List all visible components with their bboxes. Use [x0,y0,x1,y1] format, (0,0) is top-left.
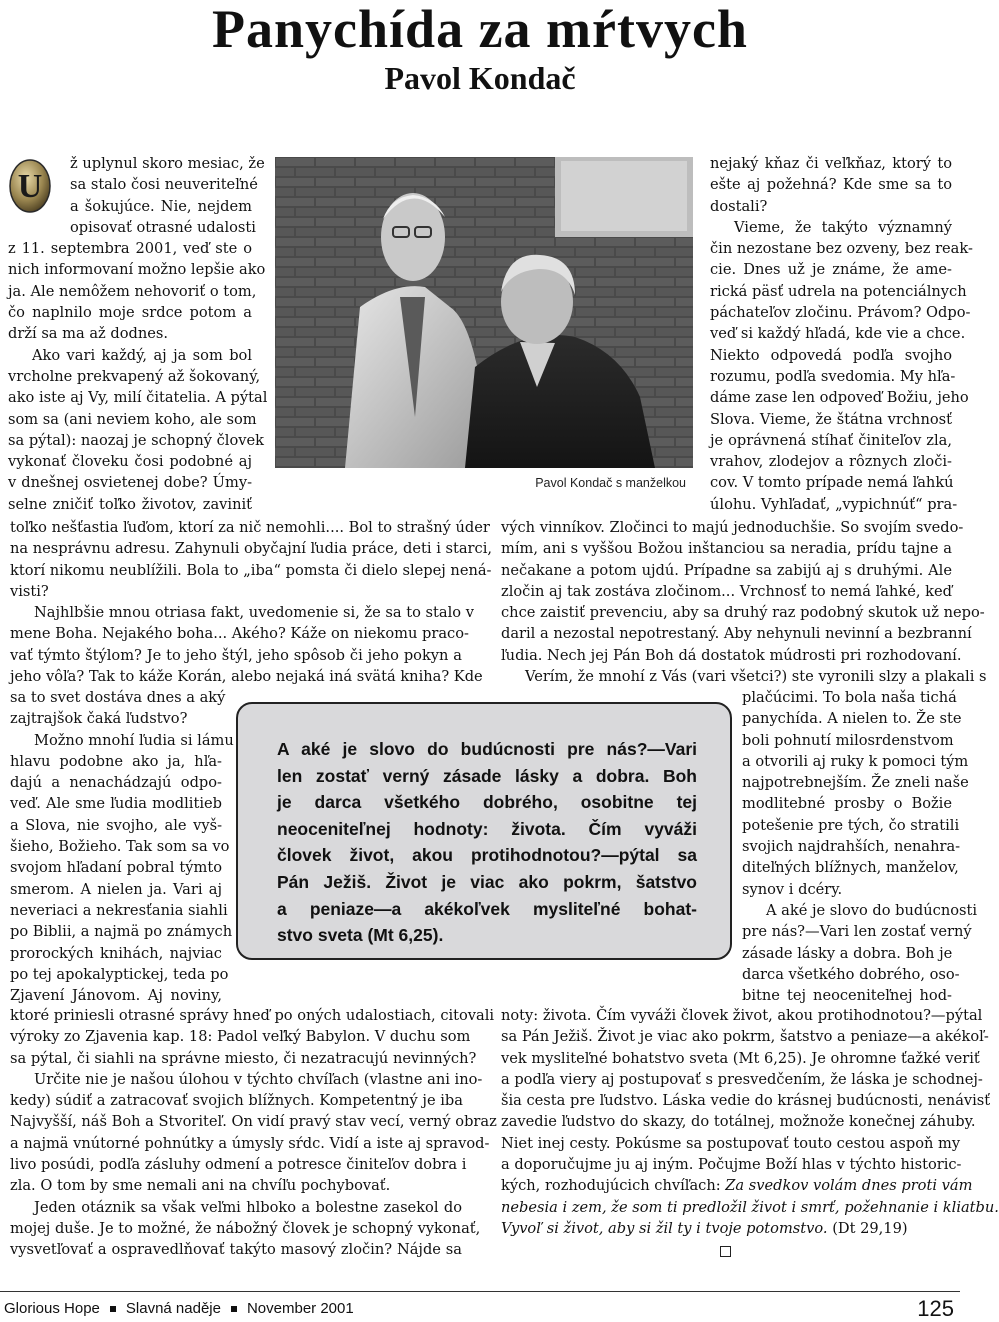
text-line: dáme zase len odpoveď Božiu, jeho [710,389,969,407]
text-line: vať týmto štýlom? Je to jeho štýl, jeho spôsob či jeho pokyn a [10,646,462,664]
text-line: Niekto odpovedá podľa svojho [710,346,952,364]
end-mark-icon [720,1246,731,1257]
text-line: po tej apokalyptickej, teda po [10,965,229,983]
text-line: vykonať človeku čosi podobné aj [8,453,252,471]
page-title: Panychída za mŕtvych [212,0,748,59]
text-line: zajtrajšok čaká ľudstvo? [10,710,188,728]
text-line: ktoré priniesli otrasné správy hneď po oných udalostiach, citovali [10,1007,495,1024]
text-line: čin nezostane bez ozveny, bez reak- [710,240,973,258]
text-line: Ako vari každý, aj ja som bol [32,346,252,364]
text-line: svojich najdrahších, nenahra- [742,838,961,856]
text-line: livo posúdi, podľa zásluhy odmení a potresce činiteľov dobra i [10,1156,467,1174]
col1-bottom-text [10,1005,497,1261]
text-line: a šokujúce. Nie, nejdem [70,197,252,215]
author-name: Pavol Kondač [384,60,576,96]
text-line: je oprávnená stíhať činiteľov zla, [710,431,952,449]
text-line: ľudia. Nech jej Pán Boh dá dostatok múdrosti pri rozhodovaní. [501,646,962,664]
square-bullet-icon [110,1306,116,1312]
pull-quote-line: je darca všetkého dobrého, osobitne tej [277,792,697,813]
footer [4,1300,354,1317]
text-line: Vieme, že takýto významný [734,218,952,236]
text-line: som sa (ani neviem koho, ale som [8,410,257,428]
text-line: sa stalo čosi neuveriteľné [70,176,258,194]
text-line: kých, rozhodujúcich chvíľach: Za svedkov volám dnes proti vám [501,1177,973,1195]
text-line: nebesia i zem, že som ti predložil život i smrť, požehnanie i kliatbu. [501,1198,999,1216]
text-line: noty: života. Čím vyváži človek život, akou protihodnotou?—pýtal [501,1007,983,1024]
text-line: Najhlbšie mnou otriasa fakt, uvedomenie si, že sa to stalo v [34,604,474,622]
square-bullet-icon [231,1306,237,1312]
text-line: vysvetľovať a ospravedlňovať takýto masový zločin? Nájde sa [10,1241,462,1259]
col2-mid-text [501,517,987,687]
text-line: Najvyšší, náš Boh a Stvoriteľ. On vidí pravý stav vecí, verný obraz [10,1113,497,1131]
text-line: ktorí nikomu neublížili. Bola to „iba“ pomsta či dielo slepej nená- [10,561,492,579]
text-line: chce zaistiť prevenciu, aby sa druhý raz podobný skutok už nepo- [501,604,985,622]
pull-quote-text [277,736,697,949]
footer-issue-date: November 2001 [246,1300,354,1317]
text-line: v dnešnej osvietenej dobe? Úmy- [8,474,252,492]
photo-couple [275,157,693,468]
text-line: Jeden otáznik sa však veľmi hlboko a bolestne zasekol do [34,1198,462,1216]
text-line: Zjavení Jánovom. Aj noviny, [10,987,222,1005]
text-line: potešenie pre tých, čo stratili [742,816,960,834]
text-line: prorockých knihách, najviac [10,944,222,962]
text-line: hlavu podobne ako ja, hľa- [10,752,222,770]
text-line: diteľných blížnych, manželov, [742,859,959,877]
footer-divider [0,1291,960,1292]
text-line: smerom. A nielen ja. Vari aj [10,880,222,898]
pull-quote-line: človek život, akou protihodnotou?—pýtal sa [277,845,697,866]
pull-quote-line: A aké je slovo do budúcnosti pre nás?—Vari [277,739,697,759]
page-number: 125 [917,1296,954,1321]
col1-top-text [8,153,268,515]
text-line: vrahov, zlodejov a rôznych zloči- [710,453,952,471]
text-line: Možno mnohí ľudia si lámu [34,731,234,749]
text-line: Slova. Vieme, že štátna vrchnosť [710,410,952,428]
text-line: kedy) súdiť a zatracovať svojich blížnych. Kompetentný je iba [10,1092,463,1110]
text-line: zla. O tom by sme nemali ani na chvíľu pochybovať. [10,1177,391,1195]
text-line: najpotrebnejším. Že zneli naše [742,774,969,792]
text-line: úlohu. Vyhľadať, „vypichnúť“ pra- [710,495,958,513]
text-line: sa pýtal, či siahli na správne miesto, či nezatracujú nevinných? [10,1049,477,1067]
text-line: nejaký kňaz či veľkňaz, ktorý to [710,155,952,172]
text-line: mene Boha. Nejakého boha... Akého? Káže on niekomu praco- [10,625,469,643]
text-line: rická päsť udrela na potenciálnych [710,282,967,300]
text-line: ešte aj požehná? Kde sme sa to [710,176,952,194]
text-line: a otvorili aj ruky k pomoci tým [742,752,969,770]
text-line: selne zničiť toľko životov, zaviniť [8,495,252,513]
text-line: cov. V tomto prípade nemá ľahkú [710,474,954,492]
text-line: na nesprávnu adresu. Zahynuli obyčajní ľudia práce, deti i starci, [10,540,493,558]
text-line: bitne tej neoceniteľnej hod- [742,987,952,1005]
text-line: rozumu, podľa svedomia. My hľa- [710,367,956,385]
text-line: a najmä vnútorné pohnútky a úmysly sŕdc. Vidí a iste aj spravod- [10,1134,490,1152]
dropcap-letter: U [17,168,43,205]
text-line: synov i dcéry. [742,880,843,898]
text-line: daril a nezostal nepotrestaný. Aby nehynuli nevinní a bezbranní [501,625,972,643]
text-line: páchateľov zločinu. Právom? Odpo- [710,304,971,322]
text-line: čo naplnilo moje srdce potom a [8,304,252,322]
col1-narrow-text [10,687,234,1006]
pull-quote-line: neoceniteľnej hodnoty: života. Čím vyváži [277,818,697,839]
text-line: nich informovaní možno lepšie ako [8,261,266,279]
text-line: a Slova, nie svojho, ale vyš- [10,816,222,834]
text-line: zločin aj tak zostáva zločinom... Vrchnosť to nemá ľahké, keď [501,582,952,600]
footer-magazine-en: Glorious Hope [4,1300,100,1317]
footer-magazine-cz: Slavná naděje [125,1300,221,1317]
text-line: ako iste aj Vy, milí čitatelia. A pýtal [8,389,268,407]
text-line: Niet inej cesty. Pokúsme sa postupovať touto cestou aspoň my [501,1134,961,1152]
col2-narrow-text [742,687,978,1006]
col1-mid-text [10,517,493,687]
text-line: Verím, že mnohí z Vás (vari všetci?) ste vyronili slzy a plakali s [525,668,987,686]
text-line: a doporučujme ju aj iným. Počujme Boží hlas v týchto historic- [501,1156,962,1174]
text-line: opisovať otrasné udalosti [70,218,256,236]
text-line: drží sa ma až dodnes. [8,325,168,343]
photo-caption: Pavol Kondač s manželkou [535,476,686,490]
text-line: zavedie ľudstvo do skazy, do totálnej, možnože konečnej záhuby. [501,1113,976,1131]
text-line: vých vinníkov. Zločinci to majú jednoduchšie. So svojím svedo- [501,519,964,536]
pull-quote-line: len zostať verný zásade lásky a dobra. Boh [277,765,697,786]
text-line: mojej duše. Je to možné, že nábožný človek je schopný vykonať, [10,1219,481,1237]
text-line: sa Pán Ježiš. Život je viac ako pokrm, šatstvo a peniaze—a akékoľ- [501,1028,989,1046]
text-line: šia cesta pre ľudstvo. Láska vedie do krásnej budúcnosti, nenávisť [501,1092,991,1110]
pull-quote-line: a peniaze—a akékoľvek mysliteľné bohat- [277,898,697,919]
text-line: mím, ani s vyššou Božou inštanciou sa neradia, prídu tajne a [501,540,952,558]
text-line: darca všetkého dobrého, oso- [742,965,960,983]
text-line: vrcholne prekvapený až šokovaný, [8,367,261,385]
text-line: dostali? [710,197,768,215]
text-line: vek mysliteľné bohatstvo sveta (Mt 6,25). Je ohromne ťažké veriť [501,1049,980,1067]
text-line: visti? [10,582,49,600]
text-line: veď si každý hľadá, kde vie a chce. [710,325,966,343]
pull-quote-line: Pán Ježiš. Život je viac ako pokrm, šatstvo [277,871,697,892]
text-line: po Biblii, a najmä po známych [10,923,233,941]
col2-top-text [710,153,973,515]
text-line: cie. Dnes už je známe, že ame- [710,261,952,279]
text-line: plačúcimi. To bola naša tichá [742,689,957,706]
text-line: svojom hľadaní pobral týmto [10,859,222,877]
text-line: veď. Ale sme ľudia modlitieb [10,795,222,813]
text-line: dajú a nenachádzajú odpo- [10,774,222,792]
text-line: toľko nešťastia ľuďom, ktorí za nič nemohli.... Bol to strašný úder [10,519,490,536]
text-line: boli pohnutí milosrdenstvom [742,731,954,749]
text-line: šieho, Božieho. Tak som sa vo [10,838,230,856]
text-line: Vyvoľ si život, aby si žil ty i tvoje potomstvo. (Dt 29,19) [501,1219,908,1237]
text-line: panychída. A nielen to. Že ste [742,710,962,728]
text-line: modlitebné prosby o Božie [742,795,952,813]
text-line: neveriaci a nekresťania siahli [10,901,228,919]
text-line: Určite nie je našou úlohou v týchto chvíľach (vlastne ani ino- [34,1070,483,1088]
col2-bottom-text [501,1005,999,1239]
text-line: pre nás?—Vari len zostať verný [742,923,972,941]
text-line: ja. Ale nemôžem nehovoriť o tom, [8,282,257,300]
text-line: ž uplynul skoro mesiac, že [70,155,265,172]
text-line: zásade lásky a dobra. Boh je [742,944,953,962]
text-line: sa pýtal): naozaj je schopný človek [8,431,264,449]
text-line: z 11. septembra 2001, veď ste o [8,240,252,258]
text-line: a podľa viery aj postupovať s presvedčením, že láska je schodnej- [501,1070,983,1088]
text-line: A aké je slovo do budúcnosti [766,901,978,919]
pull-quote-line: stvo sveta (Mt 6,25). [277,925,444,946]
text-line: výroky zo Zjavenia kap. 18: Padol veľký Babylon. V duchu som [10,1028,471,1046]
text-line: nečakane a potom ujdú. Prípadne sa zabijú aj s druhými. Ale [501,561,952,579]
text-line: jeho vôľa? Tak to káže Korán, alebo nejaká iná svätá kniha? Kde [10,668,483,686]
text-line: sa to svet dostáva dnes a aký [10,689,226,706]
